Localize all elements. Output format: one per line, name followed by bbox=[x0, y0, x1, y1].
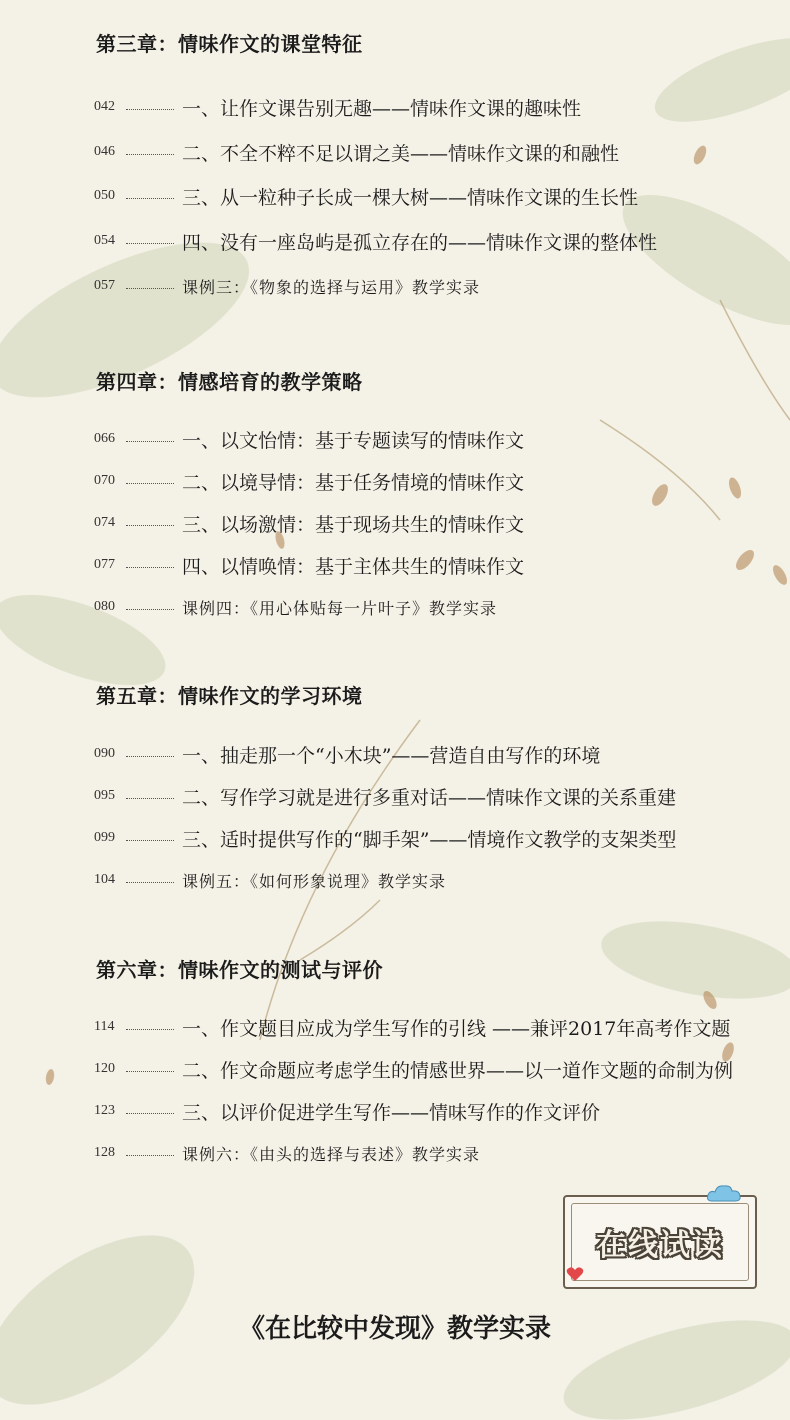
page-number: 054 bbox=[94, 233, 115, 248]
chapter-title: 第五章：情味作文的学习环境 bbox=[96, 684, 363, 708]
toc-entry-example[interactable] bbox=[94, 271, 760, 301]
dot-leader bbox=[126, 525, 174, 526]
entry-title: 课例三：《物象的选择与运用》教学实录 bbox=[182, 277, 481, 297]
dot-leader bbox=[126, 1029, 174, 1030]
entry-title: 课例六：《由头的选择与表述》教学实录 bbox=[182, 1144, 481, 1164]
toc-entry[interactable] bbox=[94, 739, 760, 769]
dot-leader bbox=[126, 198, 174, 199]
toc-entry[interactable] bbox=[94, 424, 760, 454]
page-number: 104 bbox=[94, 872, 115, 887]
page-number: 095 bbox=[94, 788, 115, 803]
page-number: 070 bbox=[94, 473, 115, 488]
entry-title: 二、写作学习就是进行多重对话——情味作文课的关系重建 bbox=[182, 786, 677, 809]
dot-leader bbox=[126, 798, 174, 799]
section-heading: 《在比较中发现》教学实录 bbox=[238, 1314, 551, 1344]
entry-title: 二、以境导情：基于任务情境的情味作文 bbox=[182, 471, 525, 494]
page-number: 057 bbox=[94, 278, 115, 293]
dot-leader bbox=[126, 288, 174, 289]
chapter-title: 第四章：情感培育的教学策略 bbox=[96, 370, 363, 394]
dot-leader bbox=[126, 567, 174, 568]
page-number: 123 bbox=[94, 1103, 115, 1118]
dot-leader bbox=[126, 483, 174, 484]
dot-leader bbox=[126, 154, 174, 155]
toc-entry-example[interactable] bbox=[94, 865, 760, 895]
toc-entry[interactable] bbox=[94, 226, 760, 256]
dot-leader bbox=[126, 1113, 174, 1114]
toc-entry[interactable] bbox=[94, 1096, 760, 1126]
page-number: 066 bbox=[94, 431, 115, 446]
entry-title: 三、以场激情：基于现场共生的情味作文 bbox=[182, 513, 525, 536]
cloud-icon bbox=[706, 1183, 742, 1203]
page-number: 042 bbox=[94, 99, 115, 114]
dot-leader bbox=[126, 882, 174, 883]
page-number: 046 bbox=[94, 144, 115, 159]
page-number: 128 bbox=[94, 1145, 115, 1160]
toc-entry[interactable] bbox=[94, 823, 760, 853]
dot-leader bbox=[126, 441, 174, 442]
toc-entry-example[interactable] bbox=[94, 1138, 760, 1168]
chapter-title: 第三章：情味作文的课堂特征 bbox=[96, 32, 363, 56]
dot-leader bbox=[126, 756, 174, 757]
entry-title: 课例四：《用心体贴每一片叶子》教学实录 bbox=[182, 598, 498, 618]
toc-entry[interactable] bbox=[94, 550, 760, 580]
toc-entry[interactable] bbox=[94, 508, 760, 538]
entry-title: 三、适时提供写作的“脚手架”——情境作文教学的支架类型 bbox=[182, 828, 677, 851]
dot-leader bbox=[126, 1155, 174, 1156]
toc-entry[interactable] bbox=[94, 466, 760, 496]
dot-leader bbox=[126, 109, 174, 110]
toc-entry[interactable] bbox=[94, 1054, 760, 1084]
page-number: 120 bbox=[94, 1061, 115, 1076]
toc-entry[interactable] bbox=[94, 137, 760, 167]
page-number: 099 bbox=[94, 830, 115, 845]
page-number: 080 bbox=[94, 599, 115, 614]
entry-title: 一、让作文课告别无趣——情味作文课的趣味性 bbox=[182, 97, 582, 120]
page-number: 114 bbox=[94, 1019, 115, 1034]
heart-icon bbox=[566, 1266, 584, 1282]
chapter-title: 第六章：情味作文的测试与评价 bbox=[96, 958, 383, 982]
entry-title: 一、作文题目应成为学生写作的引线 ——兼评2017年高考作文题 bbox=[182, 1017, 731, 1040]
dot-leader bbox=[126, 1071, 174, 1072]
entry-title: 二、不全不粹不足以谓之美——情味作文课的和融性 bbox=[182, 142, 620, 165]
dot-leader bbox=[126, 243, 174, 244]
entry-title: 三、以评价促进学生写作——情味写作的作文评价 bbox=[182, 1101, 601, 1124]
entry-title: 四、以情唤情：基于主体共生的情味作文 bbox=[182, 555, 525, 578]
toc-entry[interactable] bbox=[94, 781, 760, 811]
entry-title: 二、作文命题应考虑学生的情感世界——以一道作文题的命制为例 bbox=[182, 1059, 734, 1082]
toc-entry-example[interactable] bbox=[94, 592, 760, 622]
page-number: 050 bbox=[94, 188, 115, 203]
entry-title: 三、从一粒种子长成一棵大树——情味作文课的生长性 bbox=[182, 186, 639, 209]
toc-entry[interactable] bbox=[94, 181, 760, 211]
badge-label: 在线试读 bbox=[596, 1228, 724, 1263]
dot-leader bbox=[126, 609, 174, 610]
toc-entry[interactable] bbox=[94, 1012, 760, 1042]
page-number: 090 bbox=[94, 746, 115, 761]
entry-title: 课例五：《如何形象说理》教学实录 bbox=[182, 871, 447, 891]
online-preview-badge[interactable] bbox=[563, 1195, 757, 1289]
entry-title: 一、以文怡情：基于专题读写的情味作文 bbox=[182, 429, 525, 452]
entry-title: 四、没有一座岛屿是孤立存在的——情味作文课的整体性 bbox=[182, 231, 658, 254]
toc-entry[interactable] bbox=[94, 92, 760, 122]
dot-leader bbox=[126, 840, 174, 841]
page-number: 077 bbox=[94, 557, 115, 572]
page-number: 074 bbox=[94, 515, 115, 530]
entry-title: 一、抽走那一个“小木块”——营造自由写作的环境 bbox=[182, 744, 601, 767]
